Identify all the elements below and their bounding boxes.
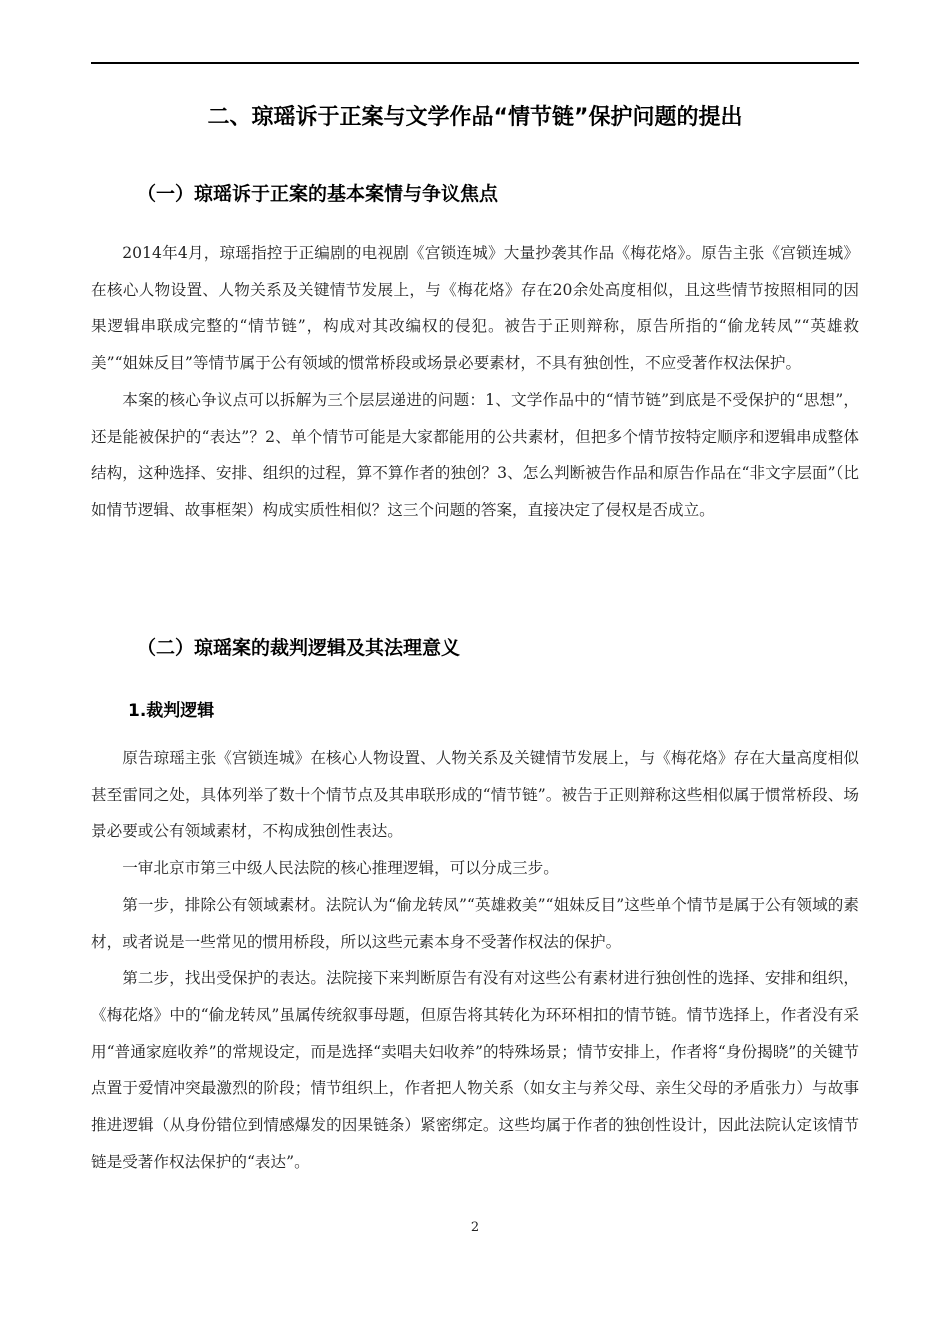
section-heading-2: （二）琼瑶案的裁判逻辑及其法理意义 xyxy=(137,637,461,659)
paragraph: 第一步，排除公有领域素材。法院认为“偷龙转凤”“英雄救美”“姐妹反目”这些单个情节是属于公有领域的素材，或者说是一些常见的惯用桥段，所以这些元素本身不受著作权法的保护。 xyxy=(91,895,859,951)
page-number: 2 xyxy=(470,1220,480,1235)
section-heading-1: （一）琼瑶诉于正案的基本案情与争议焦点 xyxy=(137,183,499,205)
chapter-heading: 二、琼瑶诉于正案与文学作品“情节链”保护问题的提出 xyxy=(207,105,743,130)
header-rule xyxy=(91,62,859,64)
paragraph: 2014年4月，琼瑶指控于正编剧的电视剧《宫锁连城》大量抄袭其作品《梅花烙》。原告主张《宫锁连城》在核心人物设置、人物关系及关键情节发展上，与《梅花烙》存在20余处高度相似，且这些情节按照相同的因果逻辑串联成完整的“情节链”，构成对其改编权的侵犯。被告于正则辩称，原告所指的“偷龙转凤”“英雄救美”“姐妹反目”等情节属于公有领域的惯常桥段或场景必要素材，不具有独创性，不应受著作权法保护。 xyxy=(91,244,859,373)
paragraph: 本案的核心争议点可以拆解为三个层层递进的问题：1、文学作品中的“情节链”到底是不受保护的“思想”，还是能被保护的“表达”？2、单个情节可能是大家都能用的公共素材，但把多个情节按特定顺序和逻辑串成整体结构，这种选择、安排、组织的过程，算不算作者的独创？3、怎么判断被告作品和原告作品在“非文字层面”（比如情节逻辑、故事框架）构成实质性相似？这三个问题的答案，直接决定了侵权是否成立。 xyxy=(91,390,859,519)
subsection-heading: 1.裁判逻辑 xyxy=(128,701,215,721)
section-2-body xyxy=(91,740,859,1180)
paragraph: 一审北京市第三中级人民法院的核心推理逻辑，可以分成三步。 xyxy=(122,859,559,878)
paragraph: 第二步，找出受保护的表达。法院接下来判断原告有没有对这些公有素材进行独创性的选择、安排和组织，《梅花烙》中的“偷龙转凤”虽属传统叙事母题，但原告将其转化为环环相扣的情节链。情节选择上，作者没有采用“普通家庭收养”的常规设定，而是选择“卖唱夫妇收养”的特殊场景；情节安排上，作者将“身份揭晓”的关键节点置于爱情冲突最激烈的阶段；情节组织上，作者把人物关系（如女主与养父母、亲生父母的矛盾张力）与故事推进逻辑（从身份错位到情感爆发的因果链条）紧密绑定。这些均属于作者的独创性设计，因此法院认定该情节链是受著作权法保护的“表达”。 xyxy=(91,969,859,1171)
paragraph: 原告琼瑶主张《宫锁连城》在核心人物设置、人物关系及关键情节发展上，与《梅花烙》存在大量高度相似甚至雷同之处，具体列举了数十个情节点及其串联形成的“情节链”。被告于正则辩称这些相似属于惯常桥段、场景必要或公有领域素材，不构成独创性表达。 xyxy=(91,749,859,841)
section-1-body xyxy=(91,235,859,529)
